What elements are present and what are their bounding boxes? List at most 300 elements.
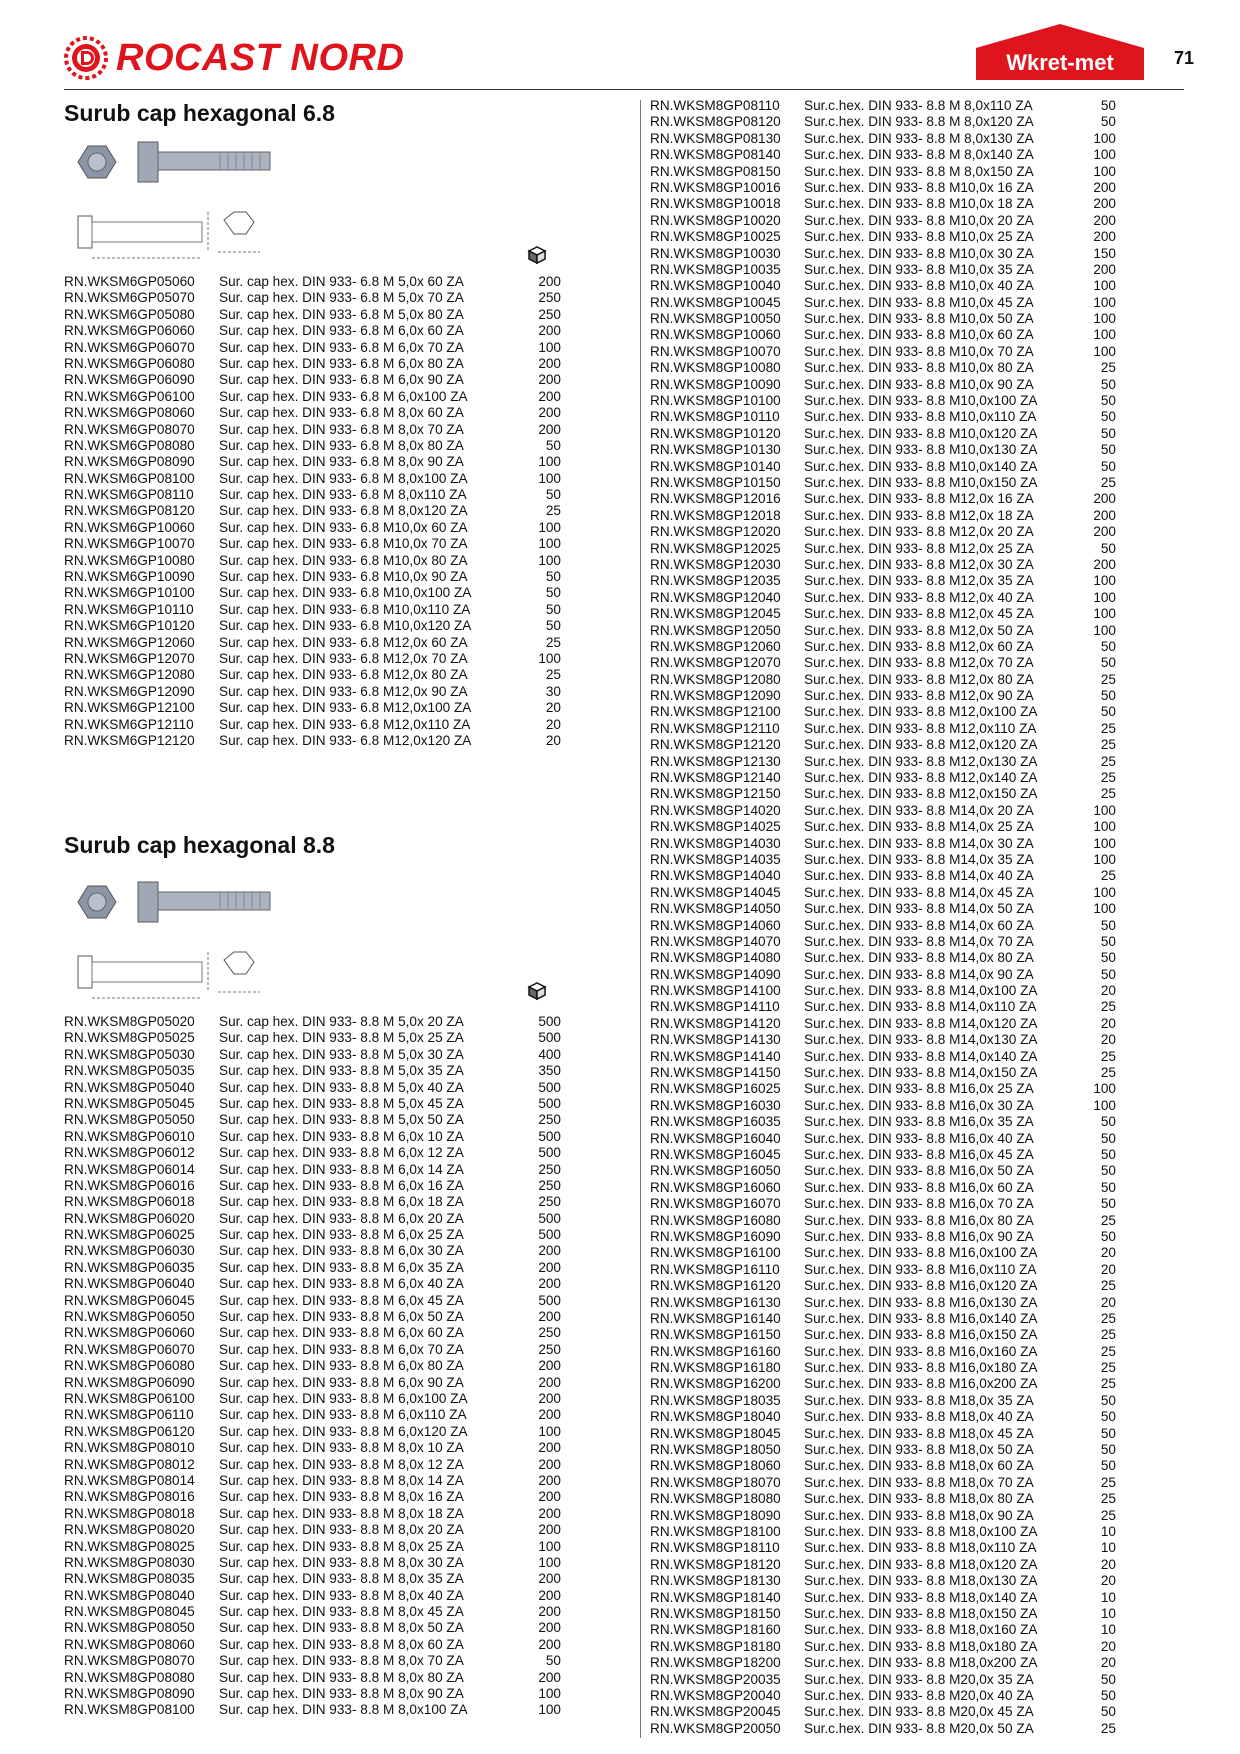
table-row bbox=[650, 541, 1116, 557]
pack-quantity: 50 bbox=[1100, 966, 1116, 982]
table-row bbox=[64, 471, 561, 487]
product-code: RN.WKSM8GP06014 bbox=[64, 1161, 195, 1177]
pack-quantity: 20 bbox=[1100, 983, 1116, 999]
pack-quantity: 250 bbox=[538, 1341, 561, 1357]
product-code: RN.WKSM6GP08120 bbox=[64, 503, 195, 519]
product-description: Sur.c.hex. DIN 933- 8.8 M10,0x120 ZA bbox=[804, 425, 1038, 441]
table-row bbox=[64, 274, 561, 290]
product-code: RN.WKSM8GP20040 bbox=[650, 1687, 781, 1703]
product-code: RN.WKSM8GP06025 bbox=[64, 1227, 195, 1243]
table-row bbox=[650, 1622, 1116, 1638]
product-code: RN.WKSM8GP18040 bbox=[650, 1409, 781, 1425]
table-row bbox=[64, 1522, 561, 1538]
pack-quantity: 10 bbox=[1100, 1589, 1116, 1605]
pack-quantity: 100 bbox=[538, 454, 561, 470]
product-table-8-8-continued bbox=[650, 98, 1116, 1737]
table-row bbox=[650, 852, 1116, 868]
table-row bbox=[650, 1672, 1116, 1688]
product-code: RN.WKSM8GP06040 bbox=[64, 1276, 195, 1292]
product-description: Sur. cap hex. DIN 933- 8.8 M 6,0x 70 ZA bbox=[219, 1341, 464, 1357]
pack-quantity: 100 bbox=[538, 1423, 561, 1439]
pack-quantity: 50 bbox=[1100, 1458, 1116, 1474]
product-description: Sur. cap hex. DIN 933- 6.8 M12,0x 70 ZA bbox=[219, 650, 468, 666]
table-row bbox=[64, 1424, 561, 1440]
pack-quantity: 50 bbox=[545, 601, 561, 617]
product-code: RN.WKSM6GP05080 bbox=[64, 306, 195, 322]
pack-quantity: 25 bbox=[545, 667, 561, 683]
pack-quantity: 25 bbox=[1100, 1360, 1116, 1376]
pack-quantity: 100 bbox=[538, 1702, 561, 1718]
product-description: Sur. cap hex. DIN 933- 6.8 M 8,0x 60 ZA bbox=[219, 405, 464, 421]
pack-quantity: 50 bbox=[1100, 1392, 1116, 1408]
pack-quantity: 200 bbox=[538, 388, 561, 404]
table-row bbox=[64, 717, 561, 733]
section-title-8-8: Surub cap hexagonal 8.8 bbox=[64, 832, 335, 858]
product-description: Sur. cap hex. DIN 933- 8.8 M 8,0x 45 ZA bbox=[219, 1604, 464, 1620]
table-row bbox=[64, 618, 561, 634]
pack-quantity: 10 bbox=[1100, 1540, 1116, 1556]
table-row bbox=[650, 1688, 1116, 1704]
product-description: Sur.c.hex. DIN 933- 8.8 M10,0x 45 ZA bbox=[804, 294, 1034, 310]
product-code: RN.WKSM8GP10130 bbox=[650, 442, 781, 458]
product-code: RN.WKSM8GP08140 bbox=[650, 147, 781, 163]
pack-quantity: 50 bbox=[545, 585, 561, 601]
pack-quantity: 200 bbox=[538, 1472, 561, 1488]
product-description: Sur. cap hex. DIN 933- 8.8 M 6,0x 80 ZA bbox=[219, 1358, 464, 1374]
product-code: RN.WKSM8GP10018 bbox=[650, 196, 781, 212]
product-description: Sur. cap hex. DIN 933- 6.8 M10,0x 90 ZA bbox=[219, 569, 468, 585]
product-description: Sur.c.hex. DIN 933- 8.8 M16,0x110 ZA bbox=[804, 1261, 1037, 1277]
product-code: RN.WKSM8GP10080 bbox=[650, 360, 781, 376]
product-description: Sur.c.hex. DIN 933- 8.8 M14,0x 90 ZA bbox=[804, 966, 1034, 982]
product-code: RN.WKSM8GP08010 bbox=[64, 1440, 195, 1456]
table-row bbox=[650, 1098, 1116, 1114]
product-code: RN.WKSM8GP12045 bbox=[650, 606, 781, 622]
pack-quantity: 25 bbox=[1100, 1212, 1116, 1228]
pack-quantity: 50 bbox=[1100, 933, 1116, 949]
table-row bbox=[650, 704, 1116, 720]
pack-quantity: 25 bbox=[1100, 1720, 1116, 1736]
table-row bbox=[650, 967, 1116, 983]
product-code: RN.WKSM8GP20035 bbox=[650, 1671, 781, 1687]
product-code: RN.WKSM8GP06010 bbox=[64, 1128, 195, 1144]
product-description: Sur.c.hex. DIN 933- 8.8 M18,0x200 ZA bbox=[804, 1655, 1038, 1671]
product-code: RN.WKSM8GP16040 bbox=[650, 1130, 781, 1146]
table-row bbox=[650, 1376, 1116, 1392]
product-code: RN.WKSM8GP12030 bbox=[650, 556, 781, 572]
table-row bbox=[64, 356, 561, 372]
product-code: RN.WKSM8GP08090 bbox=[64, 1686, 195, 1702]
pack-quantity: 200 bbox=[538, 1522, 561, 1538]
product-code: RN.WKSM8GP16130 bbox=[650, 1294, 781, 1310]
product-code: RN.WKSM8GP16045 bbox=[650, 1147, 781, 1162]
table-row bbox=[64, 1243, 561, 1259]
product-description: Sur. cap hex. DIN 933- 6.8 M12,0x120 ZA bbox=[219, 732, 472, 748]
product-description: Sur. cap hex. DIN 933- 6.8 M10,0x110 ZA bbox=[219, 601, 471, 617]
table-row bbox=[650, 295, 1116, 311]
product-code: RN.WKSM8GP14110 bbox=[650, 999, 780, 1015]
product-description: Sur. cap hex. DIN 933- 8.8 M 8,0x 30 ZA bbox=[219, 1554, 464, 1570]
product-description: Sur.c.hex. DIN 933- 8.8 M18,0x 35 ZA bbox=[804, 1392, 1034, 1408]
product-code: RN.WKSM6GP12120 bbox=[64, 732, 195, 748]
product-code: RN.WKSM8GP06030 bbox=[64, 1243, 195, 1259]
product-code: RN.WKSM8GP16090 bbox=[650, 1228, 781, 1244]
product-code: RN.WKSM8GP08060 bbox=[64, 1636, 195, 1652]
pack-quantity: 200 bbox=[1093, 491, 1116, 507]
product-code: RN.WKSM8GP10035 bbox=[650, 261, 781, 277]
product-description: Sur.c.hex. DIN 933- 8.8 M10,0x 30 ZA bbox=[804, 245, 1034, 261]
product-description: Sur.c.hex. DIN 933- 8.8 M14,0x100 ZA bbox=[804, 983, 1038, 999]
product-code: RN.WKSM8GP08025 bbox=[64, 1538, 195, 1554]
table-row bbox=[64, 1555, 561, 1571]
pack-quantity: 50 bbox=[1100, 655, 1116, 671]
pack-quantity: 100 bbox=[538, 650, 561, 666]
pack-quantity: 50 bbox=[1100, 1425, 1116, 1441]
pack-quantity: 100 bbox=[1093, 884, 1116, 900]
table-row bbox=[650, 1704, 1116, 1720]
pack-quantity: 50 bbox=[1100, 442, 1116, 458]
product-description: Sur. cap hex. DIN 933- 6.8 M 5,0x 70 ZA bbox=[219, 290, 464, 306]
product-description: Sur. cap hex. DIN 933- 6.8 M 5,0x 60 ZA bbox=[219, 274, 464, 289]
table-row bbox=[64, 1047, 561, 1063]
product-code: RN.WKSM8GP16180 bbox=[650, 1360, 781, 1376]
table-row bbox=[64, 1014, 561, 1030]
product-description: Sur.c.hex. DIN 933- 8.8 M20,0x 45 ZA bbox=[804, 1704, 1034, 1720]
table-row bbox=[64, 585, 561, 601]
pack-quantity: 100 bbox=[538, 470, 561, 486]
pack-quantity: 50 bbox=[1100, 950, 1116, 966]
product-description: Sur.c.hex. DIN 933- 8.8 M10,0x 50 ZA bbox=[804, 311, 1034, 327]
pack-quantity: 50 bbox=[1100, 1179, 1116, 1195]
pack-quantity: 20 bbox=[1100, 1556, 1116, 1572]
product-description: Sur. cap hex. DIN 933- 8.8 M 8,0x 14 ZA bbox=[219, 1472, 464, 1488]
product-description: Sur.c.hex. DIN 933- 8.8 M18,0x130 ZA bbox=[804, 1573, 1038, 1589]
pack-quantity: 200 bbox=[538, 405, 561, 421]
product-code: RN.WKSM8GP06060 bbox=[64, 1325, 195, 1341]
brand-name: ROCAST NORD bbox=[116, 36, 405, 79]
product-code: RN.WKSM8GP08070 bbox=[64, 1653, 195, 1669]
table-row bbox=[64, 536, 561, 552]
table-row bbox=[650, 1262, 1116, 1278]
pack-quantity: 50 bbox=[1100, 98, 1116, 113]
product-description: Sur.c.hex. DIN 933- 8.8 M16,0x 50 ZA bbox=[804, 1163, 1034, 1179]
product-code: RN.WKSM8GP12130 bbox=[650, 753, 781, 769]
table-row bbox=[64, 1473, 561, 1489]
product-code: RN.WKSM8GP18060 bbox=[650, 1458, 781, 1474]
pack-quantity: 50 bbox=[1100, 458, 1116, 474]
product-description: Sur. cap hex. DIN 933- 8.8 M 6,0x 50 ZA bbox=[219, 1309, 464, 1325]
product-code: RN.WKSM8GP18035 bbox=[650, 1392, 781, 1408]
product-description: Sur. cap hex. DIN 933- 6.8 M10,0x100 ZA bbox=[219, 585, 472, 601]
pack-quantity: 25 bbox=[1100, 360, 1116, 376]
table-row bbox=[650, 131, 1116, 147]
pack-quantity: 50 bbox=[545, 1653, 561, 1669]
pack-quantity: 100 bbox=[1093, 1097, 1116, 1113]
pack-quantity: 200 bbox=[538, 421, 561, 437]
table-row bbox=[650, 524, 1116, 540]
table-row bbox=[650, 1327, 1116, 1343]
pack-quantity: 100 bbox=[1093, 901, 1116, 917]
table-row bbox=[650, 1491, 1116, 1507]
table-row bbox=[650, 1557, 1116, 1573]
table-row bbox=[64, 602, 561, 618]
product-code: RN.WKSM8GP05020 bbox=[64, 1014, 195, 1029]
gear-logo-icon bbox=[64, 36, 108, 80]
product-description: Sur.c.hex. DIN 933- 8.8 M16,0x 80 ZA bbox=[804, 1212, 1034, 1228]
product-code: RN.WKSM8GP06070 bbox=[64, 1341, 195, 1357]
pack-quantity: 25 bbox=[545, 634, 561, 650]
pack-quantity: 30 bbox=[545, 683, 561, 699]
product-code: RN.WKSM8GP06120 bbox=[64, 1423, 195, 1439]
table-row bbox=[64, 323, 561, 339]
product-table-6-8 bbox=[64, 274, 561, 749]
product-description: Sur.c.hex. DIN 933- 8.8 M18,0x 50 ZA bbox=[804, 1442, 1034, 1458]
table-row bbox=[64, 553, 561, 569]
product-code: RN.WKSM8GP14100 bbox=[650, 983, 781, 999]
pack-quantity: 25 bbox=[1100, 1474, 1116, 1490]
header-divider bbox=[64, 89, 1184, 90]
pack-quantity: 10 bbox=[1100, 1523, 1116, 1539]
pack-quantity: 200 bbox=[538, 355, 561, 371]
table-row bbox=[650, 278, 1116, 294]
product-code: RN.WKSM8GP12060 bbox=[650, 638, 781, 654]
pack-quantity: 100 bbox=[1093, 311, 1116, 327]
table-row bbox=[650, 950, 1116, 966]
product-description: Sur. cap hex. DIN 933- 8.8 M 6,0x 16 ZA bbox=[219, 1177, 464, 1193]
pack-quantity: 100 bbox=[538, 339, 561, 355]
product-code: RN.WKSM8GP14020 bbox=[650, 802, 781, 818]
table-row bbox=[64, 700, 561, 716]
product-description: Sur.c.hex. DIN 933- 8.8 M12,0x 80 ZA bbox=[804, 671, 1034, 687]
pack-quantity: 200 bbox=[538, 1604, 561, 1620]
product-description: Sur.c.hex. DIN 933- 8.8 M16,0x200 ZA bbox=[804, 1376, 1038, 1392]
product-description: Sur. cap hex. DIN 933- 8.8 M 6,0x 60 ZA bbox=[219, 1325, 464, 1341]
product-description: Sur.c.hex. DIN 933- 8.8 M18,0x 70 ZA bbox=[804, 1474, 1034, 1490]
table-row bbox=[64, 1489, 561, 1505]
table-row bbox=[650, 1081, 1116, 1097]
product-code: RN.WKSM8GP08050 bbox=[64, 1620, 195, 1636]
product-description: Sur.c.hex. DIN 933- 8.8 M20,0x 50 ZA bbox=[804, 1720, 1034, 1736]
pack-quantity: 50 bbox=[1100, 917, 1116, 933]
pack-quantity: 100 bbox=[538, 552, 561, 568]
table-row bbox=[650, 442, 1116, 458]
table-row bbox=[64, 454, 561, 470]
table-row bbox=[64, 1194, 561, 1210]
product-code: RN.WKSM8GP14090 bbox=[650, 966, 781, 982]
product-description: Sur.c.hex. DIN 933- 8.8 M10,0x110 ZA bbox=[804, 409, 1037, 425]
pack-quantity: 50 bbox=[1100, 704, 1116, 720]
product-description: Sur. cap hex. DIN 933- 8.8 M 6,0x110 ZA bbox=[219, 1407, 467, 1423]
product-code: RN.WKSM8GP10045 bbox=[650, 294, 781, 310]
product-description: Sur.c.hex. DIN 933- 8.8 M12,0x110 ZA bbox=[804, 720, 1037, 736]
product-code: RN.WKSM8GP18140 bbox=[650, 1589, 781, 1605]
product-description: Sur.c.hex. DIN 933- 8.8 M12,0x 40 ZA bbox=[804, 589, 1034, 605]
table-row bbox=[650, 655, 1116, 671]
product-description: Sur.c.hex. DIN 933- 8.8 M12,0x 45 ZA bbox=[804, 606, 1034, 622]
product-code: RN.WKSM8GP18200 bbox=[650, 1655, 781, 1671]
product-description: Sur.c.hex. DIN 933- 8.8 M14,0x 80 ZA bbox=[804, 950, 1034, 966]
pack-quantity: 50 bbox=[545, 487, 561, 503]
product-code: RN.WKSM8GP14045 bbox=[650, 884, 781, 900]
product-code: RN.WKSM8GP06045 bbox=[64, 1292, 195, 1308]
product-code: RN.WKSM8GP10110 bbox=[650, 409, 780, 425]
column-divider bbox=[640, 100, 641, 1738]
table-row bbox=[650, 1114, 1116, 1130]
product-description: Sur.c.hex. DIN 933- 8.8 M10,0x 70 ZA bbox=[804, 343, 1034, 359]
table-row bbox=[64, 1670, 561, 1686]
table-row bbox=[650, 1540, 1116, 1556]
product-code: RN.WKSM8GP12140 bbox=[650, 770, 781, 786]
product-code: RN.WKSM8GP14040 bbox=[650, 868, 781, 884]
table-row bbox=[64, 1702, 561, 1718]
product-code: RN.WKSM8GP12050 bbox=[650, 622, 781, 638]
table-row bbox=[64, 340, 561, 356]
product-code: RN.WKSM6GP12110 bbox=[64, 716, 194, 732]
product-code: RN.WKSM8GP08150 bbox=[650, 163, 781, 179]
product-code: RN.WKSM8GP12016 bbox=[650, 491, 781, 507]
product-description: Sur. cap hex. DIN 933- 6.8 M 6,0x100 ZA bbox=[219, 388, 468, 404]
table-row bbox=[64, 372, 561, 388]
table-row bbox=[64, 1325, 561, 1341]
product-code: RN.WKSM8GP08040 bbox=[64, 1587, 195, 1603]
product-code: RN.WKSM8GP10100 bbox=[650, 393, 781, 409]
table-row bbox=[650, 1196, 1116, 1212]
table-row bbox=[650, 196, 1116, 212]
product-description: Sur. cap hex. DIN 933- 8.8 M 8,0x 18 ZA bbox=[219, 1505, 464, 1521]
product-code: RN.WKSM6GP12060 bbox=[64, 634, 195, 650]
product-description: Sur.c.hex. DIN 933- 8.8 M10,0x 25 ZA bbox=[804, 229, 1034, 245]
product-code: RN.WKSM8GP16160 bbox=[650, 1343, 781, 1359]
product-description: Sur.c.hex. DIN 933- 8.8 M18,0x180 ZA bbox=[804, 1638, 1038, 1654]
product-description: Sur. cap hex. DIN 933- 6.8 M10,0x120 ZA bbox=[219, 618, 472, 634]
product-description: Sur.c.hex. DIN 933- 8.8 M14,0x 45 ZA bbox=[804, 884, 1034, 900]
pack-quantity: 25 bbox=[1100, 737, 1116, 753]
table-row bbox=[64, 1260, 561, 1276]
product-code: RN.WKSM8GP08016 bbox=[64, 1489, 195, 1505]
product-code: RN.WKSM8GP08110 bbox=[650, 98, 780, 113]
pack-quantity: 20 bbox=[1100, 1032, 1116, 1048]
product-code: RN.WKSM8GP08020 bbox=[64, 1522, 195, 1538]
table-row bbox=[650, 1606, 1116, 1622]
pack-quantity: 25 bbox=[545, 503, 561, 519]
table-row bbox=[64, 1375, 561, 1391]
product-description: Sur.c.hex. DIN 933- 8.8 M10,0x 20 ZA bbox=[804, 212, 1034, 228]
table-row bbox=[650, 1180, 1116, 1196]
table-row bbox=[64, 1391, 561, 1407]
pack-quantity: 25 bbox=[1100, 1048, 1116, 1064]
product-code: RN.WKSM8GP08035 bbox=[64, 1571, 195, 1587]
pack-quantity: 100 bbox=[1093, 851, 1116, 867]
product-code: RN.WKSM8GP08014 bbox=[64, 1472, 195, 1488]
product-description: Sur.c.hex. DIN 933- 8.8 M10,0x 80 ZA bbox=[804, 360, 1034, 376]
table-row bbox=[64, 389, 561, 405]
product-description: Sur. cap hex. DIN 933- 8.8 M 5,0x 30 ZA bbox=[219, 1046, 464, 1062]
product-code: RN.WKSM8GP14030 bbox=[650, 835, 781, 851]
product-code: RN.WKSM8GP08030 bbox=[64, 1554, 195, 1570]
product-code: RN.WKSM6GP06060 bbox=[64, 323, 195, 339]
table-row bbox=[650, 1049, 1116, 1065]
product-code: RN.WKSM8GP12080 bbox=[650, 671, 781, 687]
table-row bbox=[650, 360, 1116, 376]
table-row bbox=[650, 1131, 1116, 1147]
product-code: RN.WKSM8GP12020 bbox=[650, 524, 781, 540]
product-code: RN.WKSM8GP18080 bbox=[650, 1491, 781, 1507]
product-code: RN.WKSM6GP08080 bbox=[64, 437, 195, 453]
product-code: RN.WKSM6GP10070 bbox=[64, 536, 195, 552]
table-row bbox=[650, 1573, 1116, 1589]
table-row bbox=[650, 327, 1116, 343]
table-row bbox=[650, 623, 1116, 639]
product-code: RN.WKSM8GP06090 bbox=[64, 1374, 195, 1390]
product-code: RN.WKSM6GP10110 bbox=[64, 601, 194, 617]
table-row bbox=[64, 1620, 561, 1636]
brand-logo bbox=[64, 36, 404, 80]
product-description: Sur. cap hex. DIN 933- 8.8 M 6,0x 12 ZA bbox=[219, 1145, 464, 1161]
pack-quantity: 500 bbox=[538, 1030, 561, 1046]
product-description: Sur. cap hex. DIN 933- 8.8 M 5,0x 25 ZA bbox=[219, 1030, 464, 1046]
pack-quantity: 50 bbox=[1100, 1228, 1116, 1244]
product-code: RN.WKSM8GP12100 bbox=[650, 704, 781, 720]
product-description: Sur.c.hex. DIN 933- 8.8 M18,0x110 ZA bbox=[804, 1540, 1037, 1556]
table-row bbox=[650, 557, 1116, 573]
pack-quantity: 25 bbox=[1100, 1065, 1116, 1081]
product-code: RN.WKSM8GP06018 bbox=[64, 1194, 195, 1210]
pack-quantity: 200 bbox=[538, 274, 561, 289]
product-description: Sur.c.hex. DIN 933- 8.8 M12,0x100 ZA bbox=[804, 704, 1038, 720]
pack-quantity: 25 bbox=[1100, 868, 1116, 884]
product-description: Sur.c.hex. DIN 933- 8.8 M18,0x 40 ZA bbox=[804, 1409, 1034, 1425]
product-code: RN.WKSM8GP18120 bbox=[650, 1556, 781, 1572]
product-code: RN.WKSM8GP10025 bbox=[650, 229, 781, 245]
table-row bbox=[650, 983, 1116, 999]
product-code: RN.WKSM8GP16070 bbox=[650, 1196, 781, 1212]
page-number: 71 bbox=[1174, 48, 1195, 68]
product-description: Sur. cap hex. DIN 933- 6.8 M12,0x 60 ZA bbox=[219, 634, 468, 650]
table-row bbox=[64, 651, 561, 667]
product-code: RN.WKSM6GP12090 bbox=[64, 683, 195, 699]
product-code: RN.WKSM6GP08110 bbox=[64, 487, 194, 503]
pack-quantity: 50 bbox=[1100, 409, 1116, 425]
product-code: RN.WKSM8GP16120 bbox=[650, 1278, 781, 1294]
table-row bbox=[64, 1686, 561, 1702]
pack-quantity: 100 bbox=[1093, 130, 1116, 146]
product-description: Sur.c.hex. DIN 933- 8.8 M16,0x130 ZA bbox=[804, 1294, 1038, 1310]
product-description: Sur.c.hex. DIN 933- 8.8 M12,0x 70 ZA bbox=[804, 655, 1034, 671]
product-table-8-8 bbox=[64, 1014, 561, 1719]
pack-quantity: 50 bbox=[1100, 376, 1116, 392]
product-description: Sur.c.hex. DIN 933- 8.8 M16,0x140 ZA bbox=[804, 1310, 1038, 1326]
table-row bbox=[650, 262, 1116, 278]
product-description: Sur.c.hex. DIN 933- 8.8 M14,0x130 ZA bbox=[804, 1032, 1038, 1048]
product-description: Sur. cap hex. DIN 933- 8.8 M 6,0x120 ZA bbox=[219, 1423, 468, 1439]
pack-quantity: 10 bbox=[1100, 1605, 1116, 1621]
product-code: RN.WKSM8GP06035 bbox=[64, 1259, 195, 1275]
product-description: Sur.c.hex. DIN 933- 8.8 M12,0x130 ZA bbox=[804, 753, 1038, 769]
pack-quantity: 200 bbox=[538, 1243, 561, 1259]
table-row bbox=[650, 1278, 1116, 1294]
product-description: Sur.c.hex. DIN 933- 8.8 M 8,0x110 ZA bbox=[804, 98, 1033, 113]
product-description: Sur. cap hex. DIN 933- 8.8 M 5,0x 20 ZA bbox=[219, 1014, 464, 1029]
product-description: Sur.c.hex. DIN 933- 8.8 M14,0x110 ZA bbox=[804, 999, 1037, 1015]
product-code: RN.WKSM8GP16200 bbox=[650, 1376, 781, 1392]
pack-quantity: 50 bbox=[1100, 688, 1116, 704]
pack-quantity: 100 bbox=[1093, 147, 1116, 163]
product-description: Sur.c.hex. DIN 933- 8.8 M12,0x 30 ZA bbox=[804, 556, 1034, 572]
pack-quantity: 25 bbox=[1100, 786, 1116, 802]
table-row bbox=[650, 1639, 1116, 1655]
product-code: RN.WKSM8GP20050 bbox=[650, 1720, 781, 1736]
product-description: Sur.c.hex. DIN 933- 8.8 M14,0x 35 ZA bbox=[804, 851, 1034, 867]
